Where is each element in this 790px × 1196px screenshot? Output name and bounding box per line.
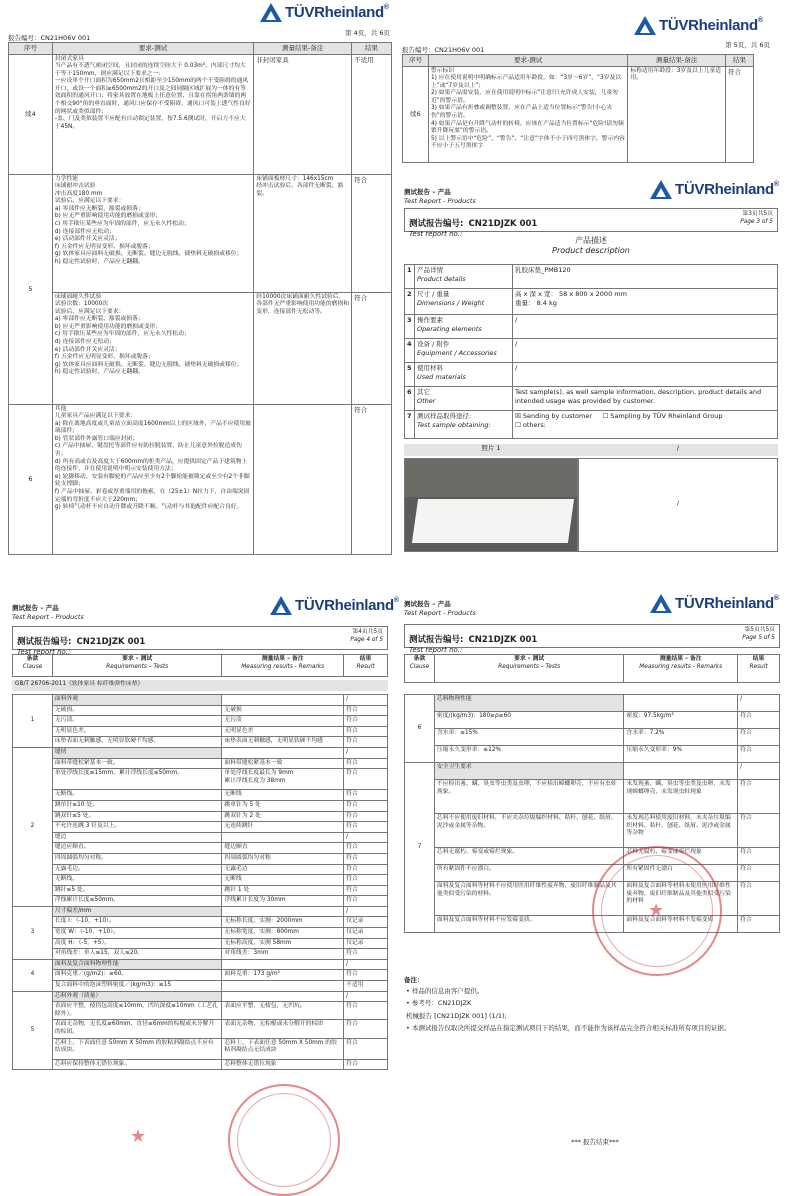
result-cell: 面料克重：173 g/m²: [222, 970, 344, 981]
result-cell: 无明显色差: [222, 726, 344, 737]
result-cell: 含水率：7.2%: [624, 729, 738, 746]
table-row: [405, 814, 780, 848]
requirement-cell: 芯料无腐朽、霉变或霉烂现象。: [434, 848, 623, 865]
result-cell: 跳针 1 处: [222, 885, 344, 896]
result-cell: 未发现蚤、螨、臭虫等虫类及虫卵，未发现蟑螂卵壳，未发现虫蛀现象: [624, 780, 738, 814]
table-row: [13, 981, 388, 992]
results-grid: [12, 694, 388, 1070]
result-cell: 面料及复合面料等材料不发霉变质: [624, 916, 738, 933]
table-row: [13, 726, 388, 737]
verdict-cell: 仅记录: [344, 928, 388, 939]
requirement-cell: 无断线。: [52, 790, 222, 801]
requirement-cell: 压缩永久变形率：≤12%: [434, 746, 623, 763]
result-cell: 单处浮线长度最长为 9mm 累计浮线长度为 38mm: [222, 769, 344, 790]
verdict-cell: 符合: [738, 780, 780, 814]
tuv-triangle-icon: [270, 596, 292, 615]
requirement-cell: 尺寸偏差/mm: [52, 906, 222, 917]
test-results-table: [12, 694, 388, 1070]
result-cell: 未发现芯料使用废旧材料，未夹杂垃圾编织材料、秸秆、刨花、纸屑、泥沙或金属等杂物: [624, 814, 738, 848]
verdict-cell: 符合: [738, 746, 780, 763]
clause-number: 2: [13, 747, 53, 906]
table-row: [405, 848, 780, 865]
table-row: [405, 865, 780, 882]
requirement-cell: 四周圆弧均匀对称。: [52, 853, 222, 864]
requirement-cell: 跳单针≤10 处。: [52, 800, 222, 811]
table-row: 4 设备 / 附件 Equipment / Accessories /: [405, 339, 778, 363]
table-row: [13, 790, 388, 801]
requirement-cell: 缝纫: [52, 747, 222, 758]
result-cell: [222, 991, 344, 1002]
result-cell: 密度：97.5kg/m³: [624, 712, 738, 729]
tuv-logo: [650, 594, 779, 613]
verdict-cell: 符合: [344, 864, 388, 875]
report-number: 报告编号：CN21H06V 001: [402, 46, 485, 54]
product-description-table: [404, 264, 778, 439]
result-cell: 无露毛边: [222, 864, 344, 875]
requirement-cell: 床垫表面无刺触感，无明显软硬不均感。: [52, 737, 222, 748]
table-row: [13, 875, 388, 886]
report-page-3: [402, 180, 788, 590]
table-row: [405, 695, 780, 712]
result-cell: [624, 695, 738, 712]
table-row: [13, 737, 388, 748]
verdict-cell: 符合: [738, 916, 780, 933]
verdict-cell: 符合: [344, 896, 388, 907]
verdict-cell: /: [344, 906, 388, 917]
result-cell: 芯料无腐朽、霉变或霉烂现象: [624, 848, 738, 865]
result-cell: [222, 981, 344, 992]
requirement-cell: 无明显色差。: [52, 726, 222, 737]
requirement-cell: 无破损。: [52, 705, 222, 716]
tuv-logo: [270, 596, 399, 615]
requirement-cell: 芯料不应使用废旧材料，不应夹杂垃圾编织材料、秸秆、刨花、纸屑、泥沙或金属等杂物。: [434, 814, 623, 848]
table-row: [13, 906, 388, 917]
table-row: 续4 封闭式家具 当产品有不透气密闭空间，且封闭的连续空间大于 0.03m³，内部尺寸均大于等于150mm，则应满足以下要求之一： 一应设单个开口面积为650mm2且相距至少150mm的两个不受阻碍的通风开口，或设一个面积≥6500mm2的开口及之间同隔区域扩展为一体的有等效面积的通风开口；将家具放置在地板上任意位置，且靠在拐角两条墙的两个相交90°角的垂直面时，通风口应保存不受阻碍，通风口可装上透气性良好的网状或类似部件； -盖、门及类似装置不应配有自动锁定装置，按7.5.6测试时，开启力不应大于45N。 非封闭家具 不适用: [9, 54, 392, 174]
table-row: [405, 780, 780, 814]
photo-slot-empty: /: [578, 458, 778, 552]
table-row: 6 其他 儿童家具产品应满足以下要求： a) 除在离地高度或儿童站立面高度1600mm以上的区域外，产品不应使用玻璃部件； b) 管状部件外露管口端应封闭； c) 产品中抽屉、键盘托等部件应有防拉脱装置，防止儿童意外拉脱造成伤害； d) 所有高或台及高度大于600mm的柜类产品，应提供固定产品于建筑物上的连接件，并在使用说明中明示安装使用方法； e) 轮脚移动、安装有脚轮的产品应至少有2个脚轮能被锁定或至少有2个非脚轮支撑脚； f) 产品中抽屉、彩卷或厚重端用的拖索，在（25±1）N拉力下，自由端突固定端的弯折度不应大于220mm； g) 转椅气动杆不应自动升降或升降不顺。气动杆与其他配件应配合良好。 符合: [9, 404, 392, 554]
table-row: [13, 970, 388, 981]
table-row: 5 使用材料 Used materials /: [405, 363, 778, 387]
table-row: 5 力学性能 床铺耐冲击试验 冲击高度180 mm 试验后，应满足以下要求： a) 零部件应无断裂、豁裂或损落； b) 应无严重影响使用功能的磨损或变形； c) 用手揿压某些应为牢固的部件，应无永久性松动； d) 连接部件应无松动； e) 活动部件开关应灵活； f) 五金件应无明显变形、损坏或脱落； g) 软体家具应面料无破损、无断裂、缝边无脱线、铺垫料无破损或移位； h) 稳定性试验时，产品应无翻翻。 床铺面板材尺寸：146x15cm 经冲击试验后，各部件无断裂、豁裂。 符合: [9, 174, 392, 292]
mattress-image: [412, 499, 574, 543]
requirement-cell: 无污渍。: [52, 716, 222, 727]
table-row: 1 产品详情 Product details 乳胶床垫_PMB120: [405, 265, 778, 289]
table-row: 6 其它 Other Test sample(s), as well sample information, description, product details and intended usage was provided by customer.: [405, 387, 778, 411]
checkbox-sampling: ☐ Sampling by TÜV Rheinland Group: [602, 412, 723, 420]
verdict-cell: 符合: [738, 848, 780, 865]
table-row: [13, 1059, 388, 1070]
verdict-cell: 符合: [344, 811, 388, 822]
verdict-cell: /: [738, 763, 780, 780]
page-number: 第 4页，共 6页: [345, 29, 390, 37]
result-cell: 无标称宽度，实测：800mm: [222, 928, 344, 939]
requirement-cell: 高度 H：（-5，+5）。: [52, 938, 222, 949]
table-row: [13, 959, 388, 970]
result-cell: 压缩永久变形率：9%: [624, 746, 738, 763]
verdict-cell: 符合: [344, 1038, 388, 1059]
verdict-cell: 不适用: [344, 981, 388, 992]
requirement-cell: 芯料物理性能: [434, 695, 623, 712]
requirement-cell: 面料外观: [52, 695, 222, 706]
verdict-cell: /: [344, 991, 388, 1002]
requirement-cell: 面料及复合面料等材料不应发霉变质。: [434, 916, 623, 933]
report-label: 测试报告 – 产品 Test Report - Products: [404, 600, 476, 617]
requirement-cell: 所有紧固件不应漂白。: [434, 865, 623, 882]
tuv-triangle-icon: [650, 594, 672, 613]
result-cell: 所有紧固件无漂白: [624, 865, 738, 882]
result-cell: 芯料整体无错位现象: [222, 1059, 344, 1070]
requirement-cell: 面料及复合面料物理性能: [52, 959, 222, 970]
result-cell: 对角线差：3mm: [222, 949, 344, 960]
requirement-cell: 含水率：≤15%: [434, 729, 623, 746]
report-number: 报告编号：CN21H06V 001: [8, 34, 91, 42]
table-row: [13, 949, 388, 960]
verdict-cell: 符合: [738, 712, 780, 729]
requirement-cell: 芯料外观（质量）: [52, 991, 222, 1002]
verdict-cell: 符合: [738, 814, 780, 848]
verdict-cell: 符合: [344, 875, 388, 886]
report-label: 测试报告 – 产品 Test Report - Products: [12, 604, 84, 621]
verdict-cell: 符合: [344, 716, 388, 727]
requirement-cell: 不允许连跳 3 针及以上。: [52, 822, 222, 833]
column-header: 条款 Clause 要求 – 测试 Requirements – Tests 测量结果 – 备注 Measuring results - Remarks 结果 Result: [404, 654, 780, 683]
notes: 备注： • 样品的信息由客户提供。 • 参考号：CN21DJZK 机械报告 [CN21DJZK 001] (1/1); • 本测试报告仅取决所提交样品在指定测试项目下的结果，而不能作为该样品完全符合相关标准所有项目的证据。: [404, 976, 780, 1035]
requirements-table: [402, 54, 754, 163]
results-grid: [404, 694, 780, 933]
tuv-logo: [650, 180, 779, 199]
table-row: 床铺面耐久性试验 试验次数：10000次 试验后，应满足以下要求： a) 零部件应无断裂、豁裂或损落； b) 应无严重影响使用功能的磨损或变形； c) 用手揿压某些应为牢固的部件，应无永久性松动； d) 连接部件应无松动； e) 活动部件开关应灵活； f) 五金件应无明显变形、损坏或脱落； g) 软体家具应面料无破损、无断裂、缝边无脱线、铺垫料无破损或移位； h) 稳定性试验时，产品应无翻翻。 经10000次床铺面耐久性试验后，各部件无严重影响使用功能的磨损和变形，连接部件无松动等。 符合: [9, 292, 392, 404]
clause-number: 3: [13, 906, 53, 959]
table-row: [13, 1020, 388, 1038]
verdict-cell: 符合: [738, 865, 780, 882]
report-end: *** 报告结束***: [571, 1138, 619, 1146]
table-row: [13, 917, 388, 928]
table-row: [13, 800, 388, 811]
result-cell: 缝边顺直: [222, 843, 344, 854]
requirement-cell: 芯料上、下表面任意 50mm X 50mm 的胶粘剂凝结点不应有结成块。: [52, 1038, 222, 1059]
note-item: 机械报告 [CN21DJZK 001] (1/1);: [406, 1011, 507, 1020]
clause-number: 6: [405, 695, 435, 763]
note-item: • 本测试报告仅取决所提交样品在指定测试项目下的结果，而不能作为该样品完全符合相关标准所有项目的证据。: [406, 1024, 731, 1032]
tuv-logo: [634, 16, 763, 35]
stamp-star-icon: ★: [130, 1126, 147, 1147]
table-row: 2 尺寸 / 重量 Dimensions / Weight 高 x 深 x 宽： 58 x 800 x 2000 mm 重量： 8.4 kg: [405, 289, 778, 315]
brand-name: TÜVRheinland®: [675, 595, 779, 612]
requirement-cell: 浮线累计长度≤50mm。: [52, 896, 222, 907]
table-row: [13, 928, 388, 939]
report-page-5: [402, 594, 788, 1190]
table-row: 3 操作要素 Operating elements /: [405, 315, 778, 339]
table-row: [13, 853, 388, 864]
verdict-cell: /: [344, 747, 388, 758]
verdict-cell: 符合: [344, 1020, 388, 1038]
verdict-cell: 符合: [344, 1059, 388, 1070]
table-header: 序号 要求-测试 测量结果-备注 结果: [403, 55, 754, 67]
result-cell: 床垫表面无刺触感，无明显软硬不均感: [222, 737, 344, 748]
photo-header: 照片 1 /: [404, 444, 778, 456]
requirement-cell: 单处浮线长度≤15mm，累计浮线长度≤50mm。: [52, 769, 222, 790]
result-cell: 无破损: [222, 705, 344, 716]
table-row: [13, 705, 388, 716]
result-cell: 浮线累计长度为 30mm: [222, 896, 344, 907]
verdict-cell: 仅记录: [344, 938, 388, 949]
verdict-cell: 符合: [344, 726, 388, 737]
requirement-cell: 复合面料中的泡沫塑料密度／(kg/m3)：≥15: [52, 981, 222, 992]
requirement-cell: 安全卫生要求: [434, 763, 623, 780]
result-cell: 无标称高度，实测 58mm: [222, 938, 344, 949]
requirement-cell: 无露毛边。: [52, 864, 222, 875]
verdict-cell: 符合: [344, 800, 388, 811]
table-row: [13, 864, 388, 875]
result-cell: 表面无杂物，无棕棍或未分解开的棕团: [222, 1020, 344, 1038]
result-cell: [624, 763, 738, 780]
verdict-cell: 符合: [344, 853, 388, 864]
requirement-cell: 宽度 W：（-10，+10）。: [52, 928, 222, 939]
table-row: [13, 695, 388, 706]
verdict-cell: 符合: [344, 705, 388, 716]
table-header: 序号 要求-测试 测量结果-备注 结果: [9, 43, 392, 55]
report-label: 测试报告 – 产品 Test Report - Products: [404, 188, 476, 205]
stamp-star-icon: ★: [648, 900, 665, 921]
table-row: [13, 938, 388, 949]
result-cell: 面料及复合面料等材料未使用医用纤维性废弃物、废旧纤维制品及其他类似受污染的材料: [624, 882, 738, 916]
verdict-cell: 符合: [344, 843, 388, 854]
brand-name: TÜVRheinland®: [285, 4, 389, 21]
report-page-2: [402, 0, 788, 180]
verdict-cell: /: [344, 832, 388, 843]
clause-number: 5: [13, 991, 53, 1070]
result-cell: 面料带缝松紧基本一致: [222, 758, 344, 769]
result-cell: [222, 747, 344, 758]
requirement-cell: 表面应平整，棱拐包高度≤10mm，凹坑深度≤10mm（工艺孔除外）。: [52, 1002, 222, 1020]
section-title: 产品描述 Product description: [552, 236, 630, 255]
verdict-cell: /: [738, 695, 780, 712]
requirement-cell: 长度 l：（-10，+10）。: [52, 917, 222, 928]
table-row: 7 测试样品取得途径: Test sample obtaining: ☒ Sending by customer ☐ Sampling by TÜV Rheinland Group ☐ others:: [405, 411, 778, 439]
table-row: [13, 991, 388, 1002]
tuv-triangle-icon: [634, 16, 656, 35]
table-row: [13, 1038, 388, 1059]
requirement-cell: 面料克重／(g/m2)：≥60。: [52, 970, 222, 981]
result-cell: 无标称长度，实测：2000mm: [222, 917, 344, 928]
requirement-cell: 缝边应顺直。: [52, 843, 222, 854]
product-photo: [404, 458, 578, 552]
brand-name: TÜVRheinland®: [295, 597, 399, 614]
table-row: [405, 746, 780, 763]
verdict-cell: /: [344, 695, 388, 706]
requirement-cell: 面料及复合面料等材料不应使用医用纤维性废弃物、废旧纤维制品及其他类似受污染的材料。: [434, 882, 623, 916]
brand-name: TÜVRheinland®: [675, 181, 779, 198]
report-page-4: [8, 594, 399, 1190]
table-row: [405, 712, 780, 729]
requirements-table: [8, 42, 392, 555]
table-row: [13, 769, 388, 790]
requirement-cell: 跳双针≤5 处。: [52, 811, 222, 822]
result-cell: 无连续跳针: [222, 822, 344, 833]
result-cell: 无污渍: [222, 716, 344, 727]
table-row: [13, 811, 388, 822]
page-number: 第 5页，共 6页: [725, 41, 770, 49]
note-item: • 样品的信息由客户提供。: [406, 986, 484, 995]
result-cell: 芯料上、下表面任意 50mm X 50mm 的胶粘剂凝结点无结成块: [222, 1038, 344, 1059]
result-cell: [222, 695, 344, 706]
verdict-cell: 符合: [344, 970, 388, 981]
tuv-triangle-icon: [650, 180, 672, 199]
result-cell: 无断线: [222, 875, 344, 886]
clause-number: 1: [13, 695, 53, 748]
table-row: [13, 758, 388, 769]
requirement-cell: 无断线。: [52, 875, 222, 886]
column-header: 条款 Clause 要求 – 测试 Requirements – Tests 测量结果 – 备注 Measuring results - Remarks 结果 Result: [12, 654, 388, 677]
result-cell: 四周圆弧均匀对称: [222, 853, 344, 864]
requirement-cell: 表面无杂物，无长度≥60mm、直径≥6mm的棕棍或未分解开的棕团。: [52, 1020, 222, 1038]
tuv-logo: [260, 3, 389, 22]
table-row: [13, 747, 388, 758]
clause-number: 4: [13, 959, 53, 991]
requirement-cell: 跳针≤5 处。: [52, 885, 222, 896]
result-cell: [222, 959, 344, 970]
tuv-triangle-icon: [260, 3, 282, 22]
result-cell: 跳单针为 5 处: [222, 800, 344, 811]
table-row: [13, 716, 388, 727]
requirement-cell: 不应检出蚤、螨、臭虫等虫类及虫卵，不应检出蟑螂卵壳，不应有虫蛀现象。: [434, 780, 623, 814]
test-results-table: [404, 694, 780, 933]
report-number-box: 测试报告编号: CN21DJZK 001 Test report no.: 第3页共5页 Page 3 of 5: [404, 208, 778, 232]
verdict-cell: 符合: [344, 769, 388, 790]
table-row: [13, 1002, 388, 1020]
requirement-cell: 芯料应保持整体无错位现象。: [52, 1059, 222, 1070]
report-number-box: 测试报告编号: CN21DJZK 001 Test report no.: 第4页共5页 Page 4 of 5: [12, 626, 388, 650]
verdict-cell: 仅记录: [344, 917, 388, 928]
verdict-cell: /: [344, 959, 388, 970]
result-cell: [222, 906, 344, 917]
report-page-1: [8, 0, 394, 590]
requirement-cell: 面料带缝松紧基本一致。: [52, 758, 222, 769]
verdict-cell: 符合: [344, 790, 388, 801]
checkbox-sending: ☒ Sending by customer: [515, 412, 593, 420]
clause-number: 7: [405, 763, 435, 933]
table-row: [13, 822, 388, 833]
brand-name: TÜVRheinland®: [659, 17, 763, 34]
verdict-cell: 符合: [344, 737, 388, 748]
requirement-cell: 缝边: [52, 832, 222, 843]
inspection-stamp: [228, 1084, 340, 1196]
requirement-cell: 密度/(kg/m3)：180≥ρ≥60: [434, 712, 623, 729]
verdict-cell: 符合: [344, 822, 388, 833]
table-row: [13, 832, 388, 843]
verdict-cell: 符合: [344, 758, 388, 769]
report-number-box: 测试报告编号: CN21DJZK 001 Test report no.: 第5页共5页 Page 5 of 5: [404, 624, 780, 648]
table-row: [405, 882, 780, 916]
verdict-cell: 符合: [344, 1002, 388, 1020]
checkbox-others: ☐ others:: [515, 420, 546, 429]
verdict-cell: 符合: [344, 885, 388, 896]
table-row: [13, 885, 388, 896]
table-row: [405, 763, 780, 780]
verdict-cell: 符合: [738, 882, 780, 916]
verdict-cell: 符合: [738, 729, 780, 746]
standard-title: GB/T 26706-2011《软体家具 棕纤维弹性床垫》: [12, 680, 388, 691]
verdict-cell: 符合: [344, 949, 388, 960]
result-cell: 表面应平整，无棱包，无凹坑。: [222, 1002, 344, 1020]
result-cell: [222, 832, 344, 843]
note-item: • 参考号：CN21DJZK: [406, 999, 472, 1007]
result-cell: 无断线: [222, 790, 344, 801]
table-row: [405, 729, 780, 746]
result-cell: 跳双针为 2 处: [222, 811, 344, 822]
table-row: [13, 896, 388, 907]
table-row: [405, 916, 780, 933]
requirement-cell: 对角线差：单人≤15，双人≤20。: [52, 949, 222, 960]
table-row: 续6 警示标识 1) 应在使用说明中明确标示产品适用年龄段，如：“3岁～6岁”、“3岁及以上”或“7岁及以上”； 2) 如果产品需安装，应在使用说明中标示“注意!只允许成人安装，儿童勿近”的警示语。 3) 如果产品有折叠或调整装置，应在产品上适当位置标示“警告!小心夹伤”的警示语。 4) 如果产品是有升降气动杆的转椅，应该在产品适当位置标示“危险!请勿频繁升降玩耍”的警示语。 5) 以上警示语中“危险”、“警告”、“注意”字体不小于四号黑体字，警示内容不应小于五号黑体字 标称适用年龄段：3岁及以上儿童适用。 符合: [403, 66, 754, 162]
table-row: [13, 843, 388, 854]
